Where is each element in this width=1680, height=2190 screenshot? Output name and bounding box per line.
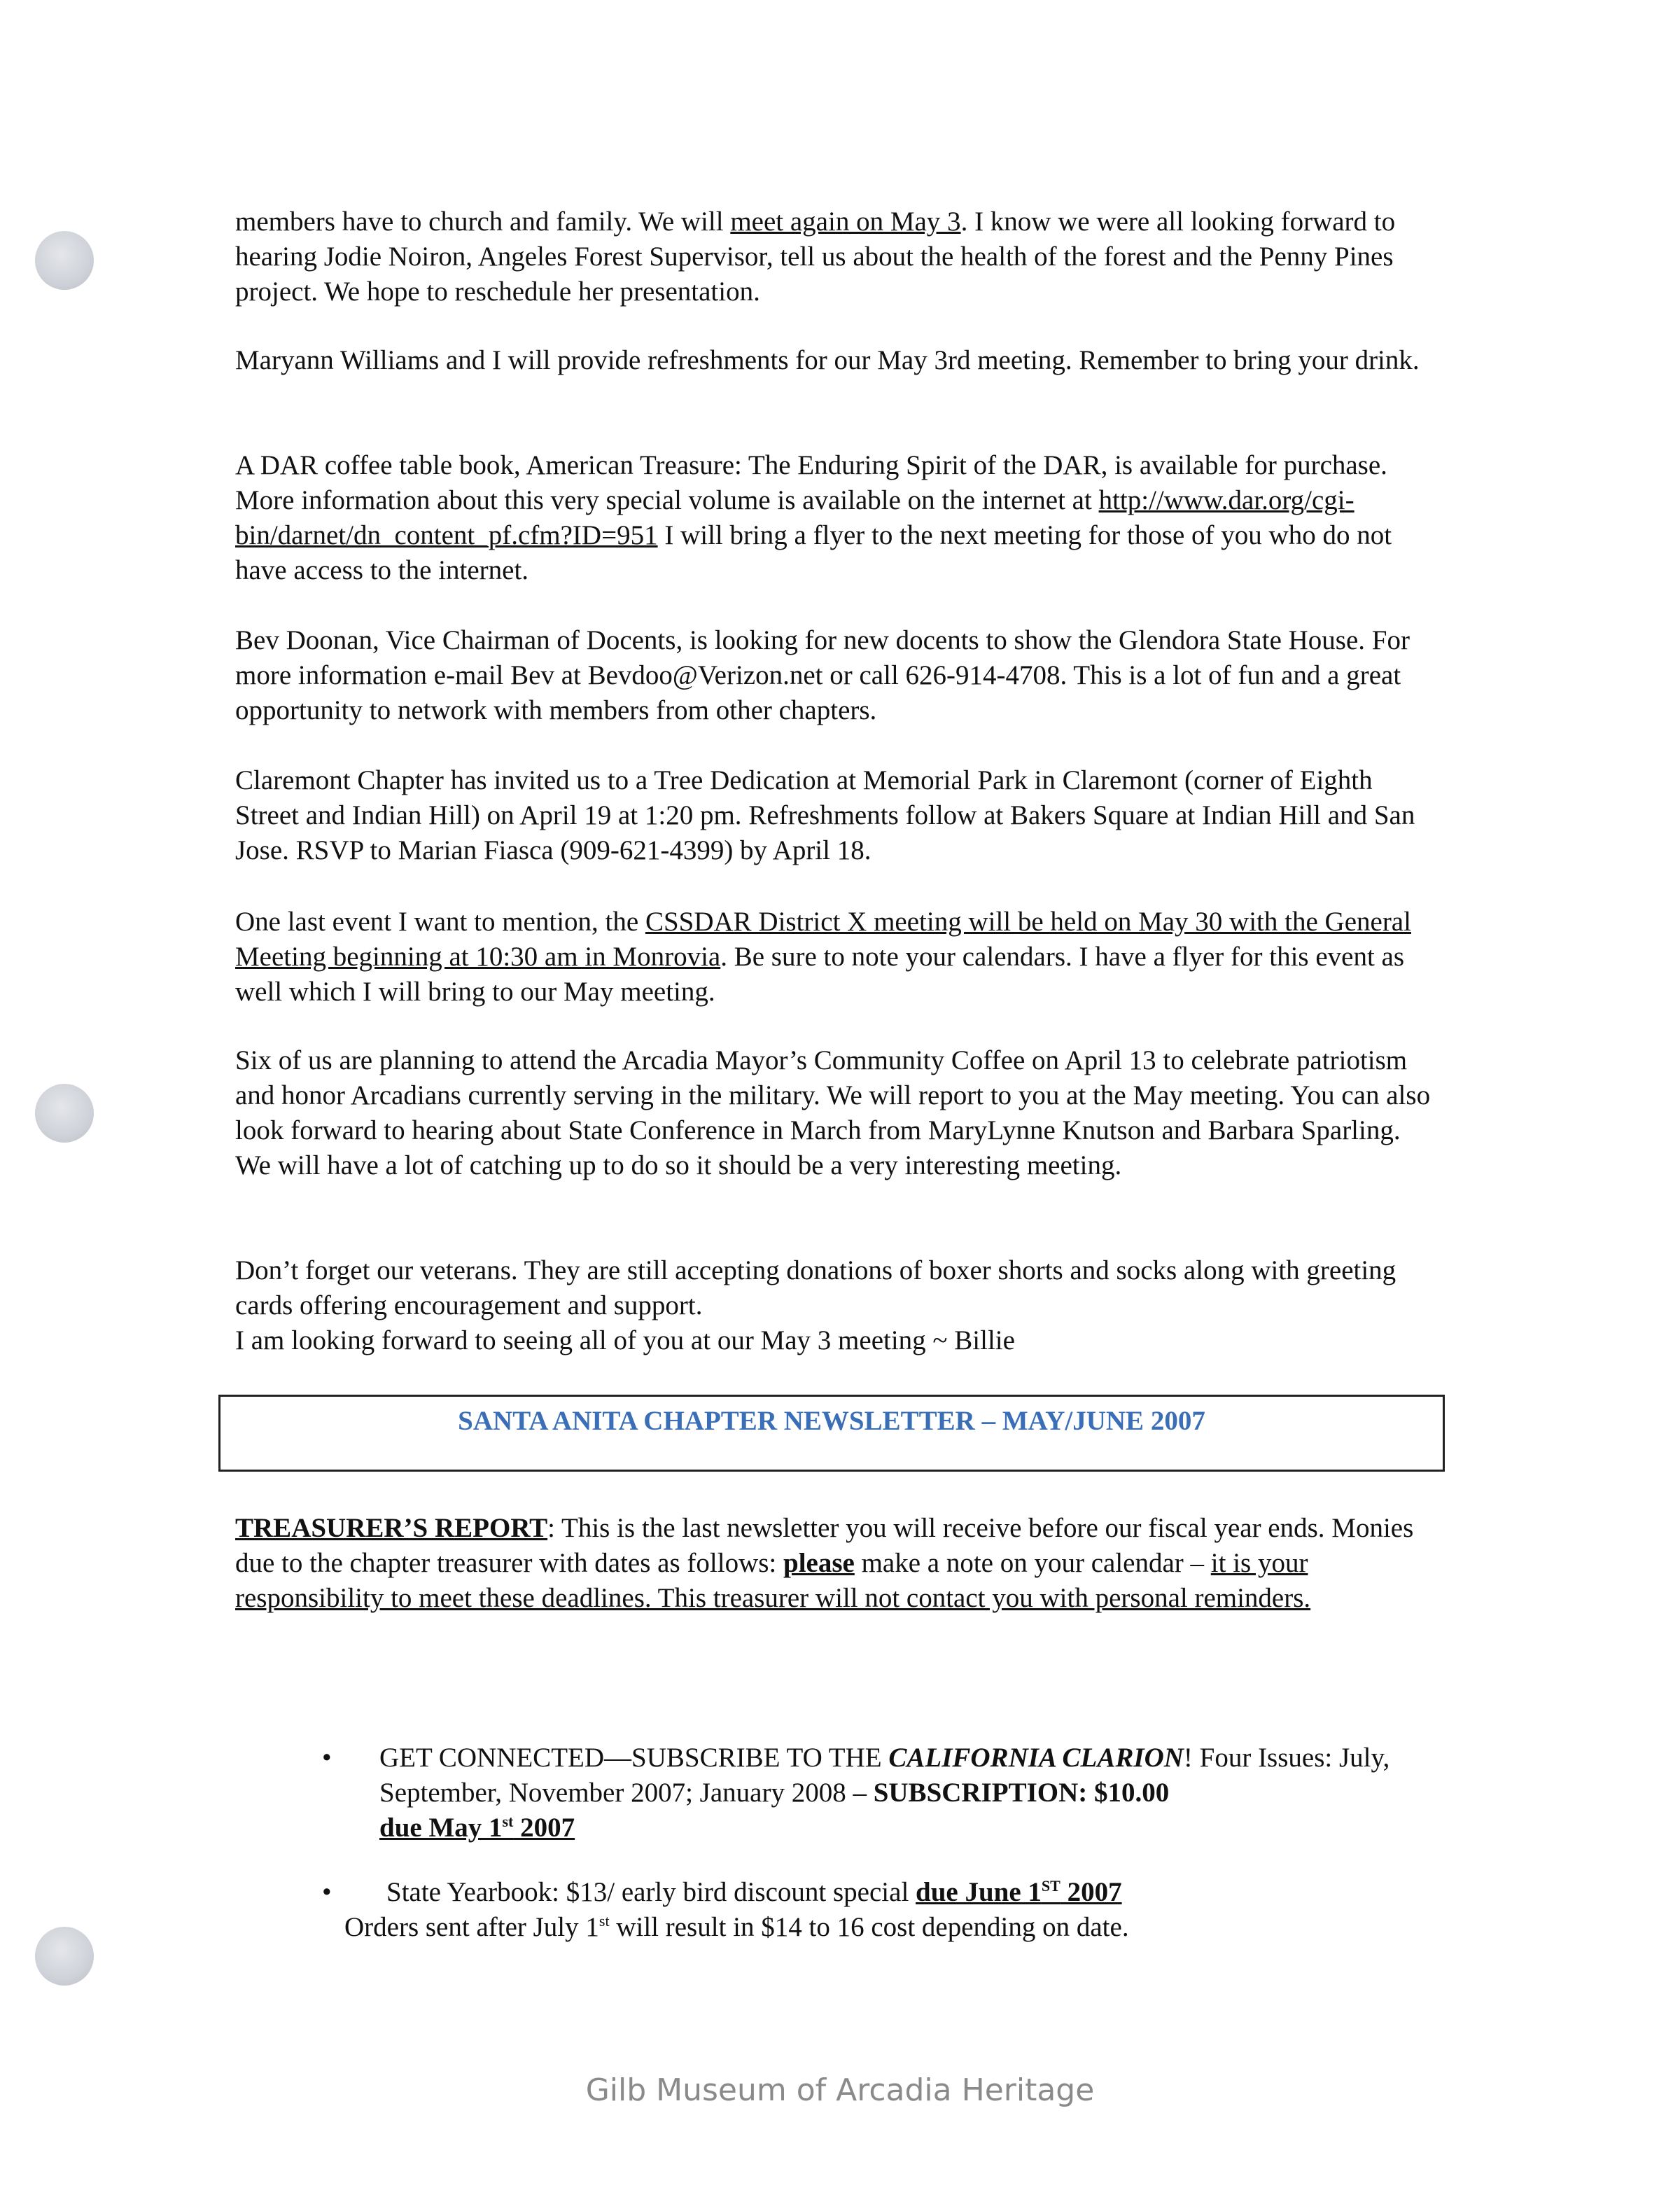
paragraph-meeting: members have to church and family. We will meet again on May 3. I know we were all looking forward to hearing Jodie Noiron, Angeles Forest Supervisor, tell us about the health of the forest and the Penny Pines project. We hope to reschedule her presentation. (235, 207, 1396, 307)
yearbook-late-orders: Orders sent after July 1st will result in $14 to 16 cost depending on date. (344, 1912, 1129, 1942)
dues-list-yearbook (322, 1875, 1442, 1945)
treasurer-heading: TREASURER’S REPORT (235, 1513, 548, 1543)
due-date-clarion: due May 1st 2007 (379, 1813, 575, 1843)
responsibility-underline: it is your responsibility to meet these deadlines. This treasurer will not contact you with personal reminders. (235, 1548, 1311, 1613)
punch-hole-top (35, 231, 94, 290)
dar-url-link[interactable]: http://www.dar.org/cgi-bin/darnet/dn_content_pf.cfm?ID=951 (235, 485, 1354, 550)
sign-off: I am looking forward to seeing all of you at our May 3 meeting ~ Billie (235, 1325, 1015, 1355)
paragraph-district-meeting: One last event I want to mention, the CSSDAR District X meeting will be held on May 30 with the General Meeting beginning at 10:30 am in Monrovia. Be sure to note your calendars. I have a flyer for this event as well which I will bring to our May meeting. (235, 907, 1411, 1007)
please-emphasis: please (783, 1548, 855, 1578)
due-date-yearbook: due June 1ST 2007 (916, 1877, 1122, 1907)
banner-title: SANTA ANITA CHAPTER NEWSLETTER – MAY/JUNE 2007 (458, 1406, 1205, 1436)
punch-hole-bottom (35, 1927, 94, 1986)
district-meeting-underline: CSSDAR District X meeting will be held on May 30 with the General Meeting beginning at 10:30 am in Monrovia (235, 907, 1411, 972)
clarion-title: CALIFORNIA CLARION (888, 1743, 1184, 1773)
newsletter-banner (218, 1395, 1445, 1472)
museum-watermark: Gilb Museum of Arcadia Heritage (585, 2072, 1095, 2108)
paragraph-mayors-coffee: Six of us are planning to attend the Arcadia Mayor’s Community Coffee on April 13 to celebrate patriotism and honor Arcadians currently serving in the military. We will report to you at the May meeting. You can also look forward to hearing about State Conference in March from MaryLynne Knutson and Barbara Sparling. We will have a lot of catching up to do so it should be a very interesting meeting. (235, 1045, 1431, 1180)
punch-hole-middle (35, 1084, 94, 1143)
paragraph-refreshments: Maryann Williams and I will provide refreshments for our May 3rd meeting. Remember to bring your drink. (235, 345, 1420, 375)
subscription-price: SUBSCRIPTION: $10.00 (873, 1778, 1170, 1808)
bullet-icon: • (322, 1877, 332, 1907)
dues-list (322, 1741, 1442, 1846)
treasurers-report: TREASURER’S REPORT: This is the last newsletter you will receive before our fiscal year ends. Monies due to the chapter treasurer with dates as follows: please make a note on your calendar – it is your responsibility to meet these deadlines. This treasurer will not contact you with personal reminders. (235, 1513, 1414, 1613)
paragraph-tree-dedication: Claremont Chapter has invited us to a Tree Dedication at Memorial Park in Claremont (corner of Eighth Street and Indian Hill) on April 19 at 1:20 pm. Refreshments follow at Bakers Square at Indian Hill and San Jose. RSVP to Marian Fiasca (909-621-4399) by April 18. (235, 765, 1415, 865)
meeting-date-link: meet again on May 3 (730, 207, 961, 237)
list-item-yearbook: • State Yearbook: $13/ early bird discount special due June 1ST 2007 Orders sent after July 1st will result in $14 to 16 cost depending on date. (322, 1875, 1442, 1945)
paragraph-coffee-table-book: A DAR coffee table book, American Treasure: The Enduring Spirit of the DAR, is available for purchase. More information about this very special volume is available on the internet at http://www.dar.org/cgi-bin/darnet/dn_content_pf.cfm?ID=951 I will bring a flyer to the next meeting for those of you who do not have access to the internet. (235, 450, 1392, 585)
letter-body (235, 204, 1439, 309)
paragraph-docents: Bev Doonan, Vice Chairman of Docents, is looking for new docents to show the Glendora State House. For more information e-mail Bev at Bevdoo@Verizon.net or call 626-914-4708. This is a lot of fun and a great opportunity to network with members from other chapters. (235, 625, 1410, 725)
bullet-icon: • (322, 1743, 332, 1773)
paragraph-veterans: Don’t forget our veterans. They are still accepting donations of boxer shorts and socks along with greeting cards offering encouragement and support. I am looking forward to seeing all of you at our May 3 meeting ~ Billie (235, 1253, 1439, 1358)
list-item-clarion: • GET CONNECTED—SUBSCRIBE TO THE CALIFORNIA CLARION! Four Issues: July, September, November 2007; January 2008 – SUBSCRIPTION: $10.00 due May 1st 2007 (322, 1741, 1442, 1846)
